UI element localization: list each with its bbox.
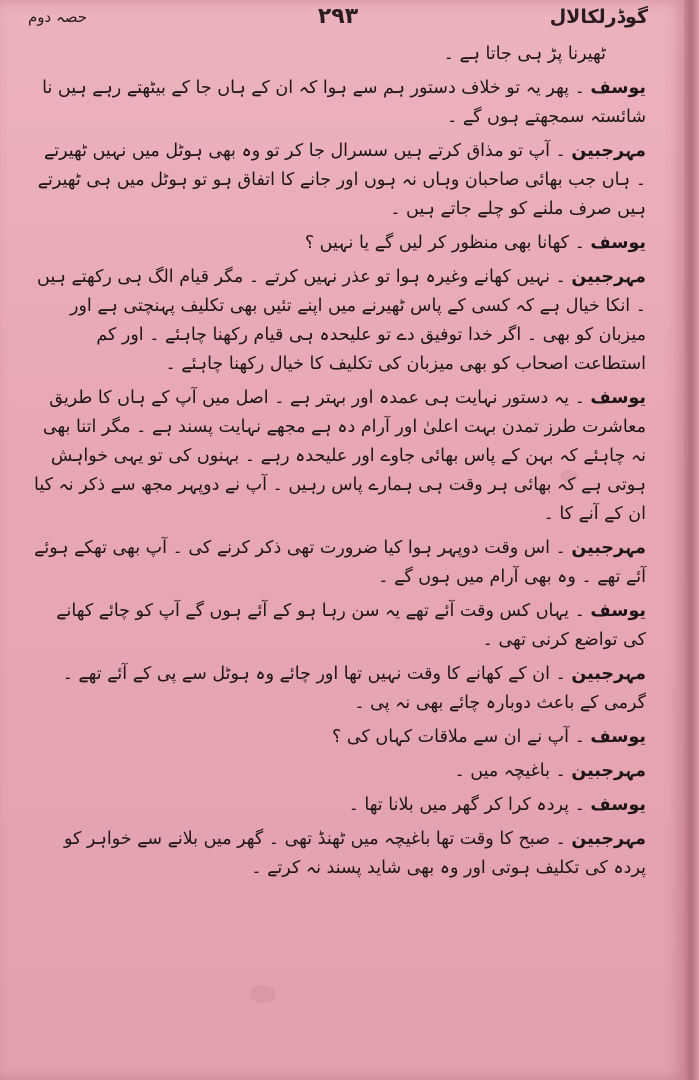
speaker-name: مہرجبین [571,267,646,287]
paragraph [30,825,646,883]
speaker-separator: ۔ [549,141,572,161]
paragraph-text: آپ تو مذاق کرتے ہیں سسرال جا کر تو وہ بھی ہوٹل میں نہیں ٹھیرتے ۔ ہاں جب بھائی صاحبان وہاں نہ ہوں اور جانے کا اتفاق ہو تو ہوٹل میں ہی ٹھیرتے ہیں صرف ملنے کو چلے جاتے ہیں ۔ [37,141,646,219]
paragraph [30,263,646,379]
speaker-separator: ۔ [549,761,572,781]
speaker-separator: ۔ [549,538,572,558]
speaker-separator: ۔ [569,233,591,253]
speaker-separator: ۔ [549,267,572,287]
paragraph [30,660,646,718]
speaker-name: یوسف [590,727,646,747]
speaker-name: مہرجبین [571,538,646,558]
page-number: ۲۹۳ [317,4,359,29]
speaker-separator: ۔ [569,795,591,815]
speaker-name: یوسف [590,795,646,815]
paragraph-text: ٹھیرنا پڑ ہی جاتا ہے ۔ [443,44,606,64]
speaker-separator: ۔ [569,388,591,408]
paragraph-text: یہ دستور نہایت ہی عمدہ اور بہتر ہے ۔ اصل میں آپ کے ہاں کا طریق معاشرت طرز تمدن بہت اعلیٰ اور آرام دہ ہے مجھے نہایت پسند ہے ۔ مگر اتنا بھی نہ چاہئے کہ بہن کے پاس بھائی جاوے اور علیحدہ رہے ۔ بہنوں کی تو یہی خواہش ہوتی ہے کہ بھائی ہر وقت ہی ہمارے پاس رہیں ۔ آپ نے دوپہر مجھ سے ذکر نہ کیا ان کے آنے کا ۔ [34,388,646,524]
speaker-separator: ۔ [569,601,591,621]
paragraph-text: پھر یہ تو خلاف دستور ہم سے ہوا کہ ان کے ہاں جا کے بیٹھتے رہے ہیں نا شائستہ سمجھتے ہوں گے ۔ [42,78,646,127]
page-edge [684,0,699,1080]
speaker-separator: ۔ [549,664,572,684]
paragraph [30,40,646,69]
paragraph [30,791,646,820]
speaker-name: یوسف [590,78,646,98]
paragraph-text: آپ نے ان سے ملاقات کہاں کی ؟ [332,727,570,747]
speaker-name: یوسف [590,233,646,253]
paragraph-text: پردہ کرا کر گھر میں بلانا تھا ۔ [348,795,570,815]
page-body [30,40,646,888]
speaker-name: مہرجبین [571,141,646,161]
paragraph [30,229,646,258]
paragraph-text: ان کے کھانے کا وقت نہیں تھا اور چائے وہ ہوٹل سے پی کے آئے تھے ۔ گرمی کے باعث دوبارہ چائے بھی نہ پی ۔ [62,664,646,713]
page-header [28,6,648,38]
paragraph-text: کھانا بھی منظور کر لیں گے یا نہیں ؟ [304,233,570,253]
speaker-name: یوسف [590,388,646,408]
speaker-separator: ۔ [569,727,591,747]
paragraph-text: باغیچہ میں ۔ [454,761,550,781]
paragraph-text: صبح کا وقت تھا باغیچہ میں ٹھنڈ تھی ۔ گھر میں بلانے سے خواہر کو پردہ کی تکلیف ہوتی اور وہ بھی شاید پسند نہ کرتے ۔ [64,829,646,878]
paragraph-text: نہیں کھانے وغیرہ ہوا تو عذر نہیں کرتے ۔ مگر قیام الگ ہی رکھتے ہیں ۔ انکا خیال ہے کہ کسی کے پاس ٹھیرنے میں اپنے تئیں بھی تکلیف پہنچتی ہے اور میزبان کو بھی ۔ اگر خدا توفیق دے تو علیحدہ ہی قیام رکھنا چاہئے ۔ اور کم استطاعت اصحاب کو بھی میزبان کی تکلیف کا خیال رکھنا چاہئے ۔ [37,267,646,374]
speaker-name: مہرجبین [571,829,646,849]
paragraph [30,137,646,224]
speaker-separator: ۔ [569,78,591,98]
paper-stain [250,985,276,1003]
paragraph [30,757,646,786]
speaker-name: یوسف [590,601,646,621]
paragraph-text: یہاں کس وقت آئے تھے یہ سن رہا ہو کے آئے ہوں گے آپ کو چائے کھانے کی تواضع کرنی تھی ۔ [56,601,646,650]
paragraph [30,597,646,655]
running-title: گوڈرلکالال [549,6,648,28]
speaker-name: مہرجبین [571,761,646,781]
paragraph [30,723,646,752]
section-label: حصہ دوم [28,8,88,26]
paragraph [30,534,646,592]
paragraph [30,384,646,529]
paragraph-text: اس وقت دوپہر ہوا کیا ضرورت تھی ذکر کرنے کی ۔ آپ بھی تھکے ہوئے آئے تھے ۔ وہ بھی آرام میں ہوں گے ۔ [34,538,646,587]
speaker-name: مہرجبین [571,664,646,684]
paragraph [30,74,646,132]
speaker-separator: ۔ [549,829,572,849]
